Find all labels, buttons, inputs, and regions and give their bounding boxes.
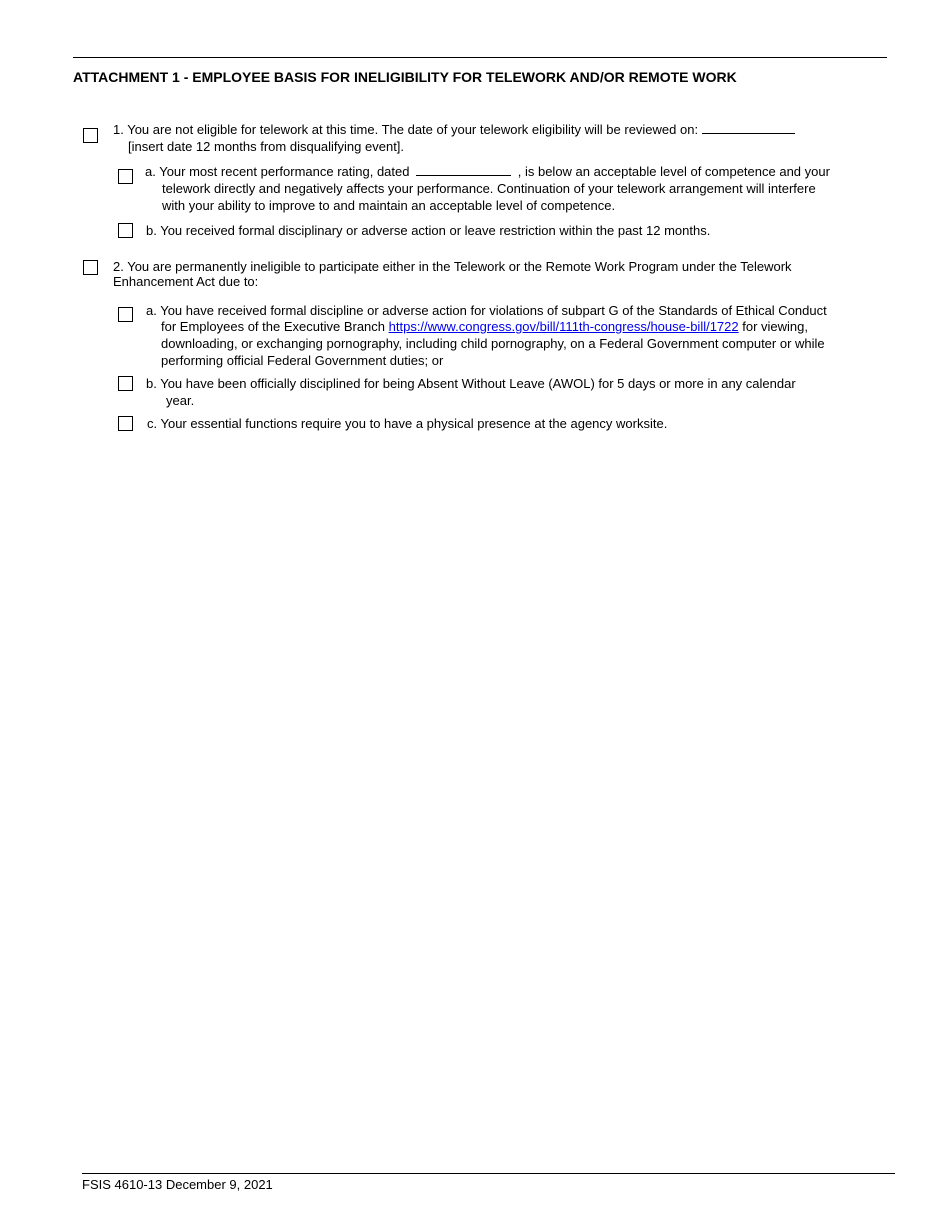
item-1-text [113,121,795,138]
item-2-line2: Enhancement Act due to: [113,274,259,289]
item-2c-checkbox[interactable] [118,416,133,431]
item-2a-line2 [161,318,808,335]
item-2a-line1: a. You have received formal discipline or adverse action for violations of subpart G of the Standards of Ethical Conduct [146,303,827,318]
item-2-line1: 2. You are permanently ineligible to participate either in the Telework or the Remote Work Program under the Telework [113,259,792,274]
item-1a-line2: telework directly and negatively affects your performance. Continuation of your telework arrangement will interfere [162,181,816,196]
item-2a-line4: performing official Federal Government duties; or [161,353,444,368]
item-1-line1: 1. You are not eligible for telework at this time. The date of your telework eligibility will be reviewed on: [113,122,699,137]
item-1a-checkbox[interactable] [118,169,133,184]
item-2b-line1: b. You have been officially disciplined for being Absent Without Leave (AWOL) for 5 days or more in any calendar [146,376,796,391]
item-2-checkbox[interactable] [83,260,98,275]
item-1a-line1-post: , is below an acceptable level of competence and your [517,164,830,179]
top-divider [73,57,887,58]
page-title: ATTACHMENT 1 - EMPLOYEE BASIS FOR INELIGIBILITY FOR TELEWORK AND/OR REMOTE WORK [73,69,737,85]
item-2c-text: c. Your essential functions require you to have a physical presence at the agency worksite. [147,416,668,431]
footer-divider [82,1173,895,1174]
item-1a-line3: with your ability to improve to and maintain an acceptable level of competence. [162,198,616,213]
congress-bill-link[interactable]: https://www.congress.gov/bill/111th-congress/house-bill/1722 [388,319,739,334]
footer-form-id: FSIS 4610-13 December 9, 2021 [82,1177,273,1192]
item-2a-line2-post: for viewing, [742,319,808,334]
item-1a-line1-pre: a. Your most recent performance rating, dated [145,164,410,179]
item-1-checkbox[interactable] [83,128,98,143]
item-1b-checkbox[interactable] [118,223,133,238]
item-2a-checkbox[interactable] [118,307,133,322]
item-2a-line3: downloading, or exchanging pornography, including child pornography, on a Federal Government computer or while [161,336,825,351]
item-1-line2: [insert date 12 months from disqualifying event]. [128,139,405,154]
review-date-field[interactable] [702,121,795,134]
performance-rating-date-field[interactable] [416,163,511,176]
item-1b-text: b. You received formal disciplinary or adverse action or leave restriction within the past 12 months. [146,223,711,238]
item-1a-line1 [145,163,830,180]
item-2a-line2-pre: for Employees of the Executive Branch [161,319,386,334]
item-2b-checkbox[interactable] [118,376,133,391]
item-2b-line2: year. [166,393,195,408]
